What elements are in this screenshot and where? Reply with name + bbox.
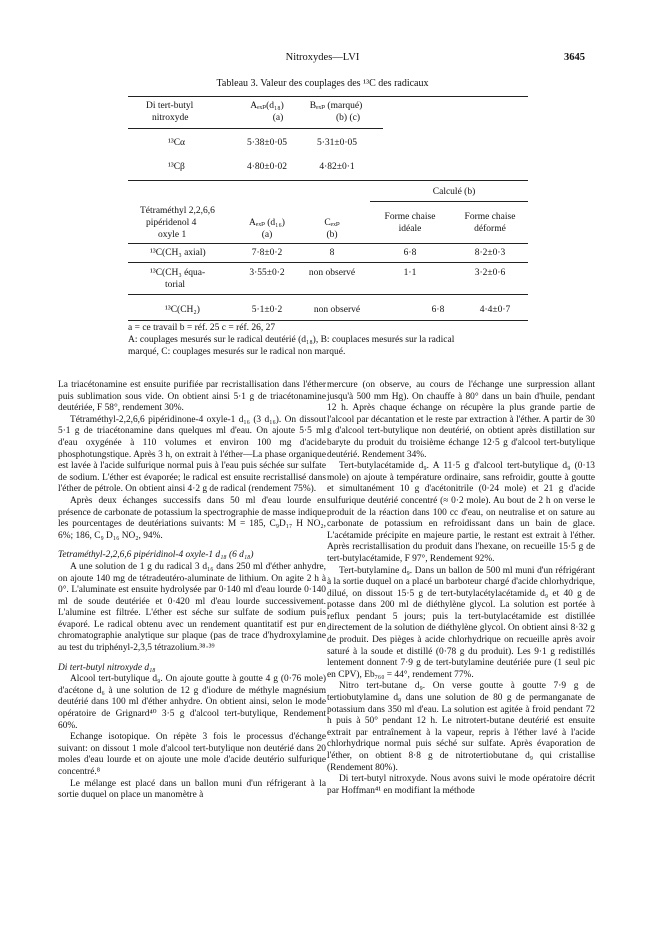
right-text-column <box>327 380 595 797</box>
s1-head-name-2: nitroxyde <box>152 113 189 123</box>
body-paragraph: Alcool tert-butylique d₉. On ajoute goutte à goutte 4 g (0·76 mole) d'acétone d₆ à une solution de 12 g d'iodure de méthyle magnésium deutérié dans 100 ml d'éther anhydre. On obtient ainsi, selon le mode opératoire de Grignard⁴⁰ 3·5 g d'alcool tert-butylique, Rendement 60%. <box>58 674 326 731</box>
body-paragraph: Le mélange est placé dans un ballon muni d'un réfrigerant à la sortie duquel on place un manomètre à <box>58 778 326 801</box>
s2-row-label: ¹³C(CH₂) <box>165 305 200 315</box>
table-bottom-rule <box>128 320 528 321</box>
page-number: 3645 <box>564 52 585 63</box>
s2-head-ideal-1: Forme chaise <box>384 212 436 222</box>
section-heading: Di tert-butyl nitroxyde d₁₈ <box>58 662 156 673</box>
table-footnote: A: couplages mesurés sur le radical deutérié (d₁₈), B: couplaces mesurés sur la radical <box>128 335 455 345</box>
left-text-column <box>58 380 326 802</box>
s2-row-deform: 4·4±0·7 <box>479 305 511 315</box>
s2-row-aexp: 5·1±0·2 <box>251 305 283 315</box>
s2-head-cexp-sub: (b) <box>326 230 338 240</box>
section-heading: Tetraméthyl-2,2,6,6 pipéridinol-4 oxyle-1 d₁₈ (6 d₁₈) <box>58 550 254 561</box>
s2-head-deform-2: déformé <box>474 224 506 234</box>
table-footnote: marqué, C: couplages mesurés sur le radical non marqué. <box>128 347 346 357</box>
s2-row-rule <box>128 262 528 263</box>
s1-head-name-1: Di tert-butyl <box>146 101 194 111</box>
s1-head-rule <box>128 128 383 129</box>
s2-row-label: ¹³C(CH₃ équa- <box>150 268 206 278</box>
s1-row-label: ¹³Cα <box>168 138 186 148</box>
s2-row-cexp: non observé <box>308 268 356 278</box>
s2-head-rule <box>128 243 528 244</box>
s1-row-bexp: 5·31±0·05 <box>316 138 358 148</box>
s1-head-bexp-sub: (b) (c) <box>336 113 360 123</box>
body-paragraph: La triacétonamine est ensuite purifiée par recristallisation dans l'éther puis sublimation sous vide. On obtient ainsi 5·1 g de triacétonamine deutériée, F 58°, rendement 30%. <box>58 380 326 414</box>
s2-row-deform: 3·2±0·6 <box>474 268 506 278</box>
s1-row-aexp: 5·38±0·05 <box>246 138 288 148</box>
s2-head-name-3: oxyle 1 <box>158 230 187 240</box>
s2-head-aexp: Aₑₓₚ (d₁₆) <box>249 218 285 228</box>
body-paragraph: A une solution de 1 g du radical 3 d₁₆ dans 250 ml d'éther anhydre, on ajoute 140 mg de tétradeutéro-aluminate de lithium. On agite 2 h à 0°. L'aluminate est ensuite hydrolysée par 0·140 ml d'eau lourde 0·140 ml de soude deutériée et 0·420 ml d'eau lourde successivement. L'alumine est filtrée. L'éther est séche sur sulfate de sodium puis évaporé. Le radical obtenu avec un rendement quantitatif est pur en chromatographie analytique sur plaque (pas de trace d'hydroxylamine au test du triphényl-2,3,5 tétrazolium.³⁸·³⁹ <box>58 561 326 654</box>
s2-head-name-1: Tétraméthyl 2,2,6,6 <box>140 206 215 216</box>
s1-row-label: ¹³Cβ <box>168 162 185 172</box>
s2-row-label-cont: torial <box>165 280 186 290</box>
s2-head-name-2: pipéridenol 4 <box>146 218 197 228</box>
table-top-rule <box>128 96 528 97</box>
s2-head-deform-1: Forme chaise <box>464 212 516 222</box>
s2-row-ideal: 1·1 <box>403 268 417 278</box>
body-paragraph: Après deux échanges successifs dans 50 ml d'eau lourde en présence de carbonate de potassium la spectrographie de masse indique les pourcentages de deutériations suivants: M = 185, C₉D₁₇ H NO₂, 6%; 186, C₉ D₁₆ NO₂, 94%. <box>58 495 326 541</box>
table-caption: Tableau 3. Valeur des couplages des ¹³C des radicaux <box>216 78 429 89</box>
s2-row-aexp: 7·8±0·2 <box>251 248 283 258</box>
body-paragraph: Nitro tert-butane d₉. On verse goutte à goutte 7·9 g de tertiobutylamine d₉ dans une solution de 80 g de permanganate de potassium dans 350 ml d'eau. La solution est agitée à froid pendant 72 h puis à 50° pendant 12 h. Le nitrotert-butane deutérié est ensuite extrait par entraînement à la vapeur, repris à l'éther lavé à l'acide chlorhydrique normal puis séché sur sulfate. Après évaporation de l'éther, on obtient 8·8 g de nitrotertiobutane d₉ qui cristallise (Rendement 80%). <box>327 681 595 773</box>
table-footnote: a = ce travail b = réf. 25 c = réf. 26, 27 <box>128 323 276 333</box>
body-paragraph: Echange isotopique. On répète 3 fois le processus d'échange suivant: on dissout 1 mole d'alcool tert-butylique non deutérié dans 20 moles d'eau lourde et on ajoute une mole d'acide deutério sulfurique concentré.⁸ <box>58 732 326 777</box>
body-paragraph: Tert-butylacétamide d₉. A 11·5 g d'alcool tert-butylique d₉ (0·13 mole) on ajoute à température ordinaire, sans refroidir, goutte à goutte et simultanément 10 g d'acétonitrile (0·24 mole) et 21 g d'acide sulfurique deutérié concentré (≈ 0·2 mole). Au bout de 2 h on verse le produit de la réaction dans 100 cc d'eau, on neutralise et on sature au carbonate de potassium en refroidissant dans un bain de glace. L'acétamide précipite en majeure partie, le restant est extrait à l'éther. Après recristallisation du produit dans l'hexane, on recueille 15·5 g de tert-butylacétamide, F 97°, Rendement 92%. <box>327 461 595 564</box>
s2-row-rule <box>128 294 528 295</box>
s2-calc-rule <box>370 201 528 202</box>
s2-row-cexp: 8 <box>329 248 335 258</box>
body-paragraph: Tétraméthyl-2,2,6,6 pipéridinone-4 oxyle-1 d₁₆ (3 d₁₆). On dissout 5·1 g de triacétonamine dans quelques ml d'eau. On ajoute 5·5 ml d'eau oxygénée à 110 volumes et environ 100 mg d'acide phosphotungstique. Après 3 h, on extrait à l'éther—La phase organique est lavée à l'acide sulfurique normal puis à l'eau puis séchée sur sulfate de sodium. L'éther est évaporée; le radical est ensuite recristallisé dans l'éther de pétrole. On obtient ainsi 4·2 g de radical (rendement 75%). <box>58 414 326 495</box>
s2-row-cexp: non observé <box>313 305 361 315</box>
s2-calc-head: Calculé (b) <box>432 187 476 197</box>
s2-row-aexp: 3·55±0·2 <box>249 268 285 278</box>
body-paragraph: Di tert-butyl nitroxyde. Nous avons suivi le mode opératoire décrit par Hoffman⁴¹ en modifiant la méthode <box>327 774 595 796</box>
s2-row-deform: 8·2±0·3 <box>474 248 506 258</box>
s2-row-ideal: 6·8 <box>431 305 445 315</box>
s2-row-ideal: 6·8 <box>403 248 417 258</box>
s1-head-aexp-sub: (a) <box>272 113 284 123</box>
body-paragraph: mercure (on observe, au cours de l'échange une surpression allant jusqu'à 500 mm Hg). On chauffe à 80° dans un bain d'huile, pendant 12 h. Après chaque échange on récupère la plus grande partie de l'alcool par décantation et le reste par extraction à l'éther. A partir de 30 g d'alcool tert-butylique non deutérié, on obtient après distillation sur baryte du produit du troisième échange 12·5 g d'alcool tert-butylique deutérié. Rendement 34%. <box>327 380 595 460</box>
s1-head-bexp: Bₑₓₚ (marqué) <box>309 101 363 111</box>
s2-head-aexp-sub: (a) <box>261 230 273 240</box>
s1-row-bexp: 4·82±0·1 <box>319 162 355 172</box>
body-paragraph: Tert-butylamine d₉. Dans un ballon de 500 ml muni d'un réfrigérant à la sortie duquel on a placé un barboteur chargé d'acide chlorhydrique, dilué, on dissout 15·5 g de tert-butylacétylacétamide d₉ et 40 g de potasse dans 200 ml de diéthylène glycol. La solution est portée à reflux pendant 5 jours; puis la tert-butylacétamide est distillée directement de la solution de diéthylène glycol. On obtient ainsi 8·32 g de produit. Des pièges à acide chlorhydrique on recueille après avoir saturé à la soude et distillé (0·78 g du produit). Les 9·1 g redistillés lentement donnent 7·9 g de tert-butylamine deutériée pure (1 seul pic en CPV), Eb₇₆₀ = 44°, rendement 77%. <box>327 565 595 680</box>
running-header-title: Nitroxydes—LVI <box>285 52 360 63</box>
s2-head-cexp: Cₑₓₚ <box>324 218 340 228</box>
s2-row-label: ¹³C(CH₃ axial) <box>150 248 206 258</box>
s1-row-aexp: 4·80±0·02 <box>246 162 288 172</box>
s2-head-ideal-2: idéale <box>398 224 422 234</box>
s1-head-aexp: Aₑₓₚ(d₁₈) <box>250 101 284 111</box>
table-mid-rule <box>128 180 528 181</box>
